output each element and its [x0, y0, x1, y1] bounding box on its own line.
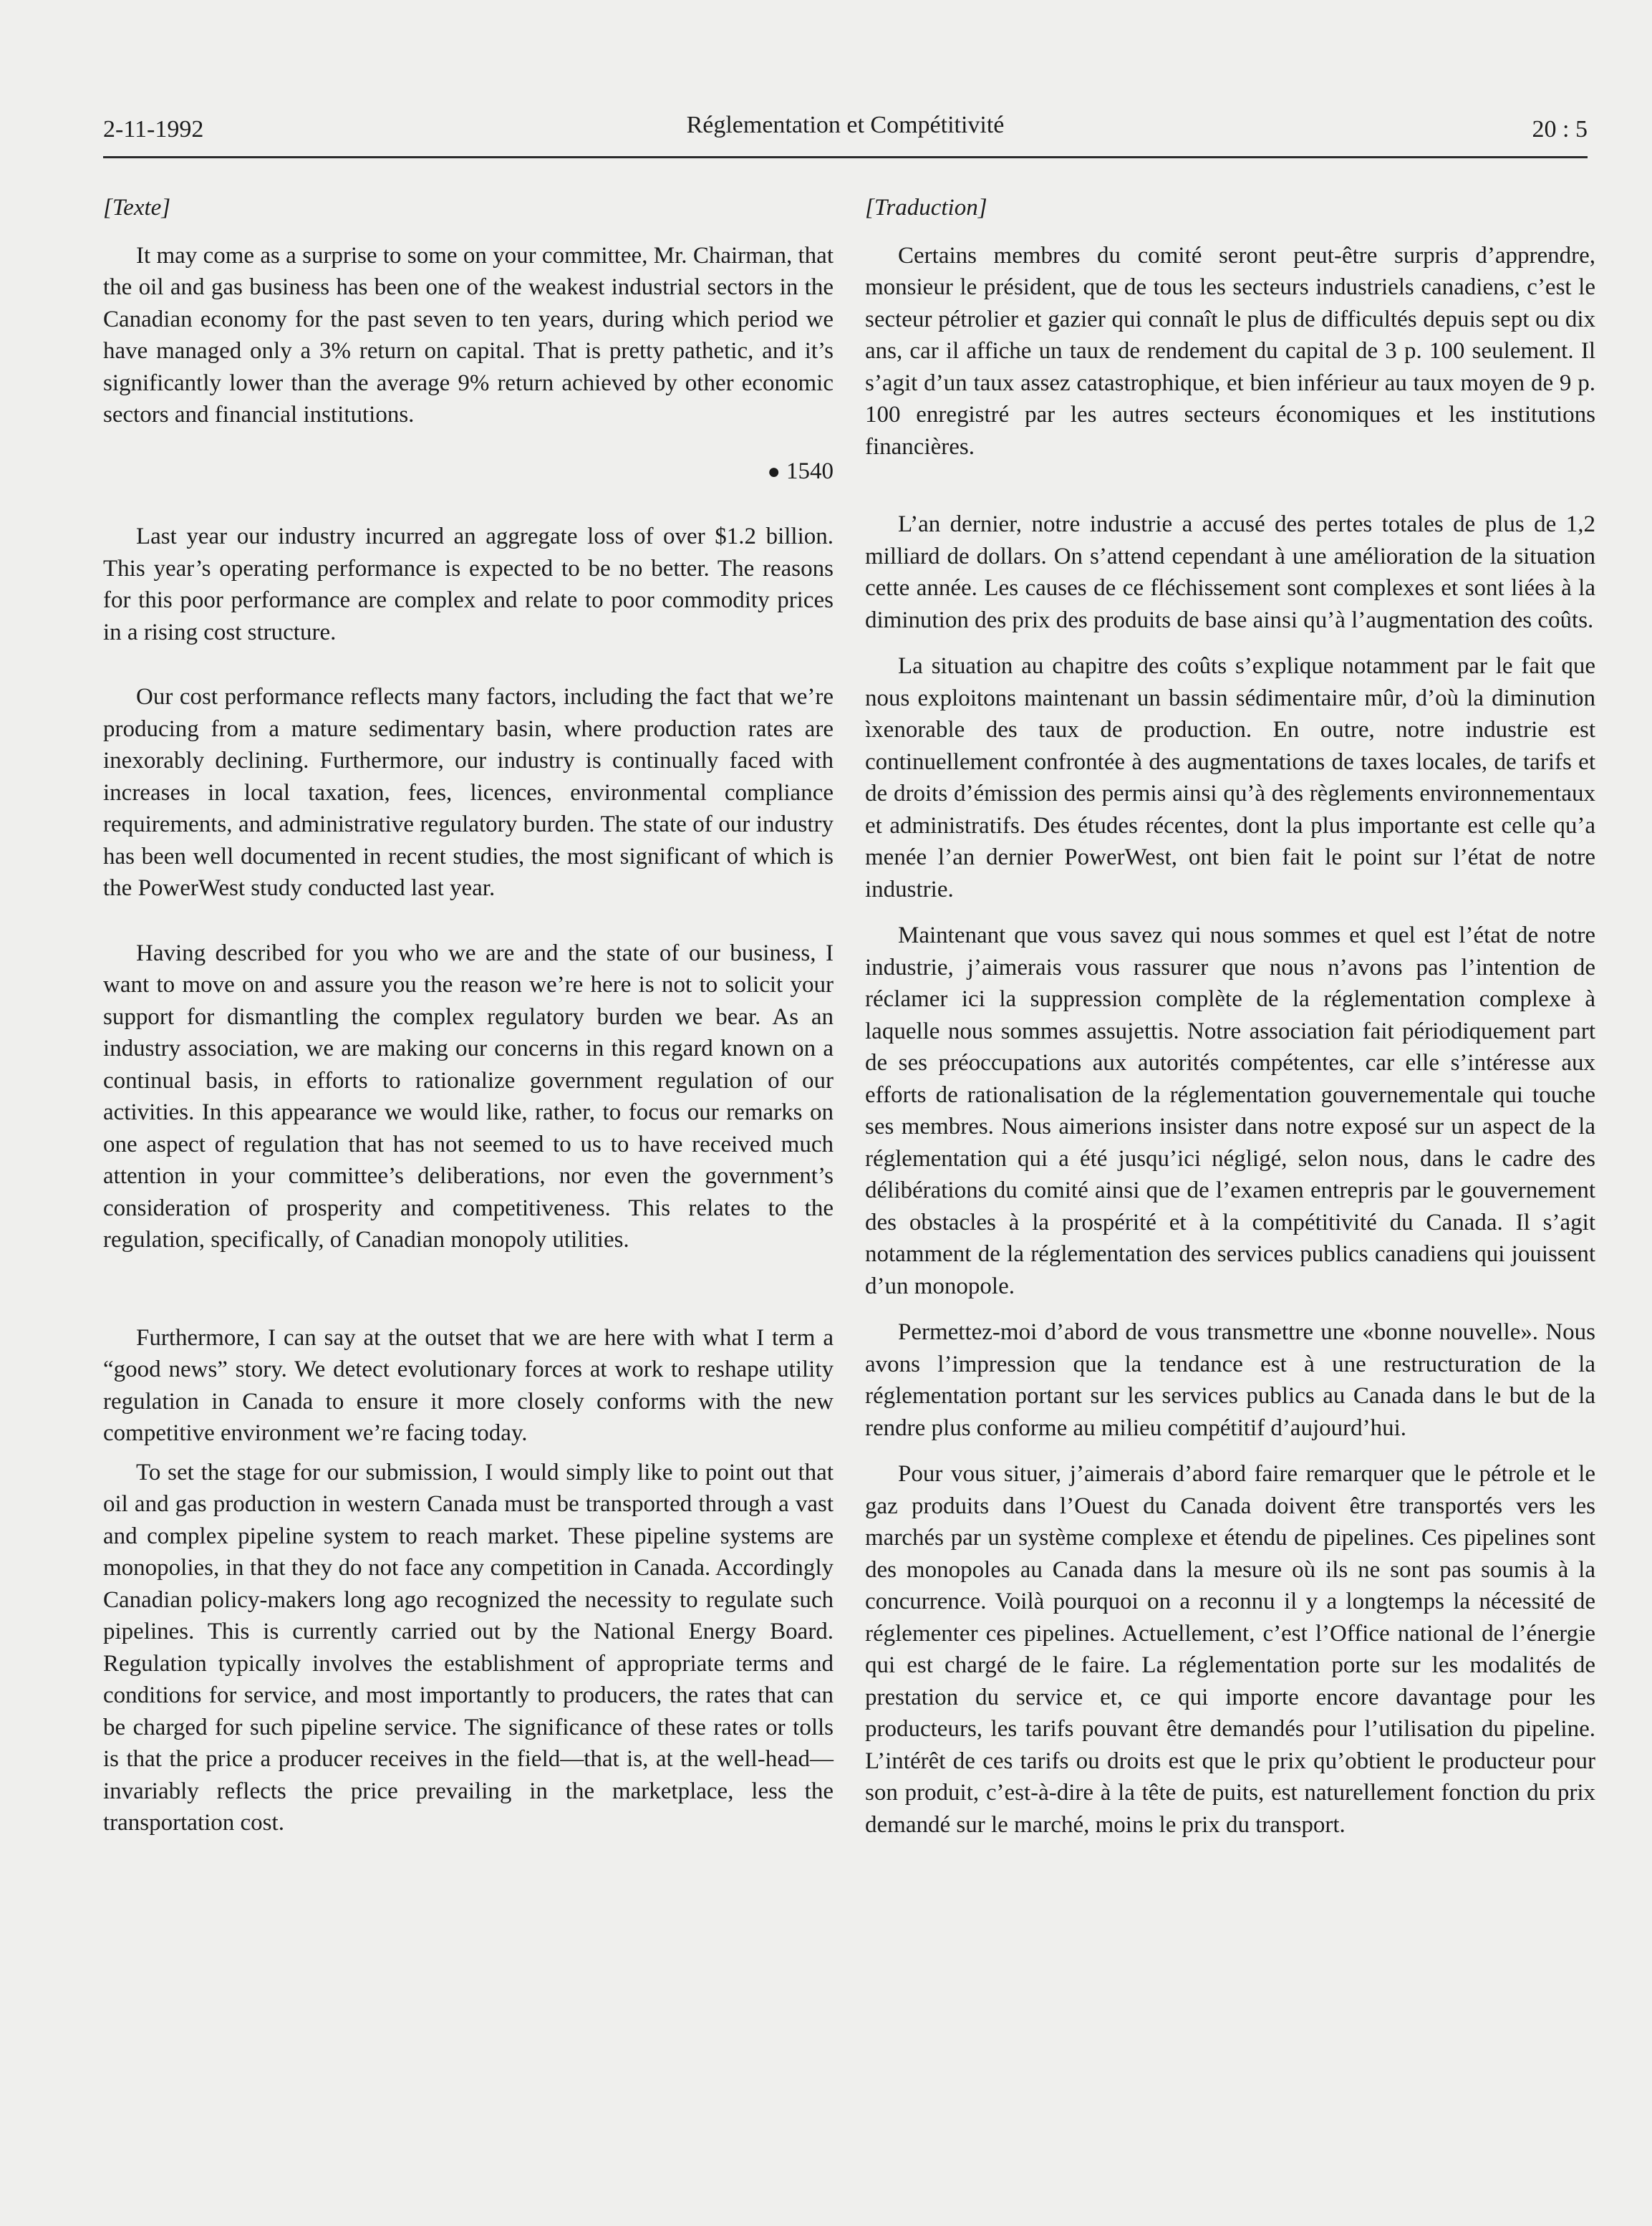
fr-paragraph-1: Certains membres du comité seront peut-être surpris d’apprendre, monsieur le président, que de tous les secteurs industriels canadiens, c’est le secteur pétrolier et gazier qui connaît le plus de difficultés depuis sept ou dix ans, car il affiche un taux de rendement du capital de 3 p. 100 seulement. Il s’agit d’un taux assez catastrophique, et bien inférieur au taux moyen de 9 p. 100 enregistré par les autres secteurs économiques et les institutions financières.: [865, 242, 1595, 460]
page-header: [103, 107, 1588, 150]
text-tag: [Texte]: [103, 195, 171, 221]
fr-paragraph-6: Pour vous situer, j’aimerais d’abord faire remarquer que le pétrole et le gaz produits dans l’Ouest du Canada doivent être transportés vers les marchés par un système complexe et étendu de pipelines. Ces pipelines sont des monopoles au Canada dans la mesure où ils ne sont pas soumis à la concurrence. Voilà pourquoi on a reconnu il y a longtemps la nécessité de réglementer ces pipelines. Actuellement, c’est l’Office national de l’énergie qui est chargé de le faire. La réglementation porte sur les modalités de prestation du service et, ce qui importe encore davantage pour les producteurs, les tarifs pouvant être demandés pour l’utilisation du pipeline. L’intérêt de ces tarifs ou droits est que le prix qu’obtient le producteur pour son produit, c’est-à-dire à la tête de puits, est naturellement fonction du prix demandé sur le marché, moins le prix du transport.: [865, 1461, 1595, 1838]
french-column: [865, 192, 1595, 1841]
en-paragraph-3: Our cost performance reflects many factors, including the fact that we’re producing from a mature sedimentary basin, where production rates are inexorably declining. Furthermore, our industry is continually faced with increases in local taxation, fees, licences, environmental compliance requirements, and administrative regulatory burden. The state of our industry has been well documented in recent studies, the most significant of which is the PowerWest study conducted last year.: [103, 684, 834, 901]
header-date: 2-11-1992: [103, 116, 204, 143]
time-marker: [103, 456, 834, 488]
fr-paragraph-3: La situation au chapitre des coûts s’explique notamment par le fait que nous exploitons maintenant un bassin sédimentaire mûr, d’où la diminution ìxenorable des taux de production. En outre, notre industrie est continuellement confrontée à des augmentations de taxes locales, de tarifs et de droits d’émission des permis ainsi qu’à des règlements environnementaux et administratifs. Des études récentes, dont la plus importante est celle qu’a menée l’an dernier PowerWest, ont bien fait le point sur l’état de notre industrie.: [865, 653, 1595, 902]
translation-tag: [Traduction]: [865, 195, 987, 221]
header-rule: [103, 156, 1588, 158]
english-column: [103, 192, 834, 1839]
en-paragraph-2: Last year our industry incurred an aggregate loss of over $1.2 billion. This year’s operating performance is expected to be no better. The reasons for this poor performance are complex and relate to poor commodity prices in a rising cost structure.: [103, 524, 834, 645]
en-paragraph-1: It may come as a surprise to some on your committee, Mr. Chairman, that the oil and gas business has been one of the weakest industrial sectors in the Canadian economy for the past seven to ten years, during which period we have managed only a 3% return on capital. That is pretty pathetic, and it’s significantly lower than the average 9% return achieved by other economic sectors and financial institutions.: [103, 242, 834, 428]
en-paragraph-6: To set the stage for our submission, I would simply like to point out that oil and gas production in western Canada must be transported through a vast and complex pipeline system to reach market. These pipeline systems are monopolies, in that they do not face any competition in Canada. Accordingly Canadian policy-makers long ago recognized the necessity to regulate such pipelines. This is currently carried out by the National Energy Board. Regulation typically involves the establishment of appropriate terms and conditions for service, and most importantly to producers, the rates that can be charged for such pipeline service. The significance of these rates or tolls is that the price a producer receives in the field—that is, at the well-head—invariably reflects the price prevailing in the marketplace, less the transportation cost.: [103, 1459, 834, 1836]
header-page-number: 20 : 5: [1532, 116, 1588, 143]
fr-paragraph-2: L’an dernier, notre industrie a accusé des pertes totales de plus de 1,2 milliard de dollars. On s’attend cependant à une amélioration de la situation cette année. Les causes de ce fléchissement sont complexes et sont liées à la diminution des prix des produits de base ainsi qu’à l’augmentation des coûts.: [865, 511, 1595, 633]
en-paragraph-4: Having described for you who we are and the state of our business, I want to move on and assure you the reason we’re here is not to solicit your support for dismantling the complex regulatory burden we bear. As an industry association, we are making our concerns in this regard known on a continual basis, in efforts to rationalize government regulation of our activities. In this appearance we would like, rather, to focus our remarks on one aspect of regulation that has not seemed to us to have received much attention in your committee’s deliberations, nor even the government’s consideration of prosperity and competitiveness. This relates to the regulation, specifically, of Canadian monopoly utilities.: [103, 940, 834, 1253]
fr-paragraph-4: Maintenant que vous savez qui nous sommes et quel est l’état de notre industrie, j’aimerais vous rassurer que nous n’avons pas l’intention de réclamer ici la suppression complète de la réglementation complexe à laquelle nous sommes assujettis. Notre association fait périodiquement part de ses préoccupations aux autorités compétentes, car elle s’intéresse aux efforts de rationalisation de la réglementation gouvernementale qui touche ses membres. Nous aimerions insister dans notre exposé sur un aspect de la réglementation qui a été jusqu’ici négligé, selon nous, dans le cadre des délibérations du comité ainsi que de l’examen entrepris par le gouvernement des obstacles à la prospérité et à la compétitivité du Canada. Il s’agit notamment de la réglementation des services publics canadiens qui jouissent d’un monopole.: [865, 922, 1595, 1299]
fr-paragraph-5: Permettez-moi d’abord de vous transmettre une «bonne nouvelle». Nous avons l’impression que la tendance est à une restructuration de la réglementation portant sur les services publics au Canada dans le but de la rendre plus conforme au milieu compétitif d’aujourd’hui.: [865, 1319, 1595, 1441]
bullet-icon: ●: [767, 459, 781, 483]
time-marker-value: 1540: [786, 458, 834, 484]
en-paragraph-5: Furthermore, I can say at the outset that we are here with what I term a “good news” story. We detect evolutionary forces at work to reshape utility regulation in Canada to ensure it more closely conforms with the new competitive environment we’re facing today.: [103, 1324, 834, 1446]
header-title: Réglementation et Compétitivité: [686, 112, 1005, 138]
